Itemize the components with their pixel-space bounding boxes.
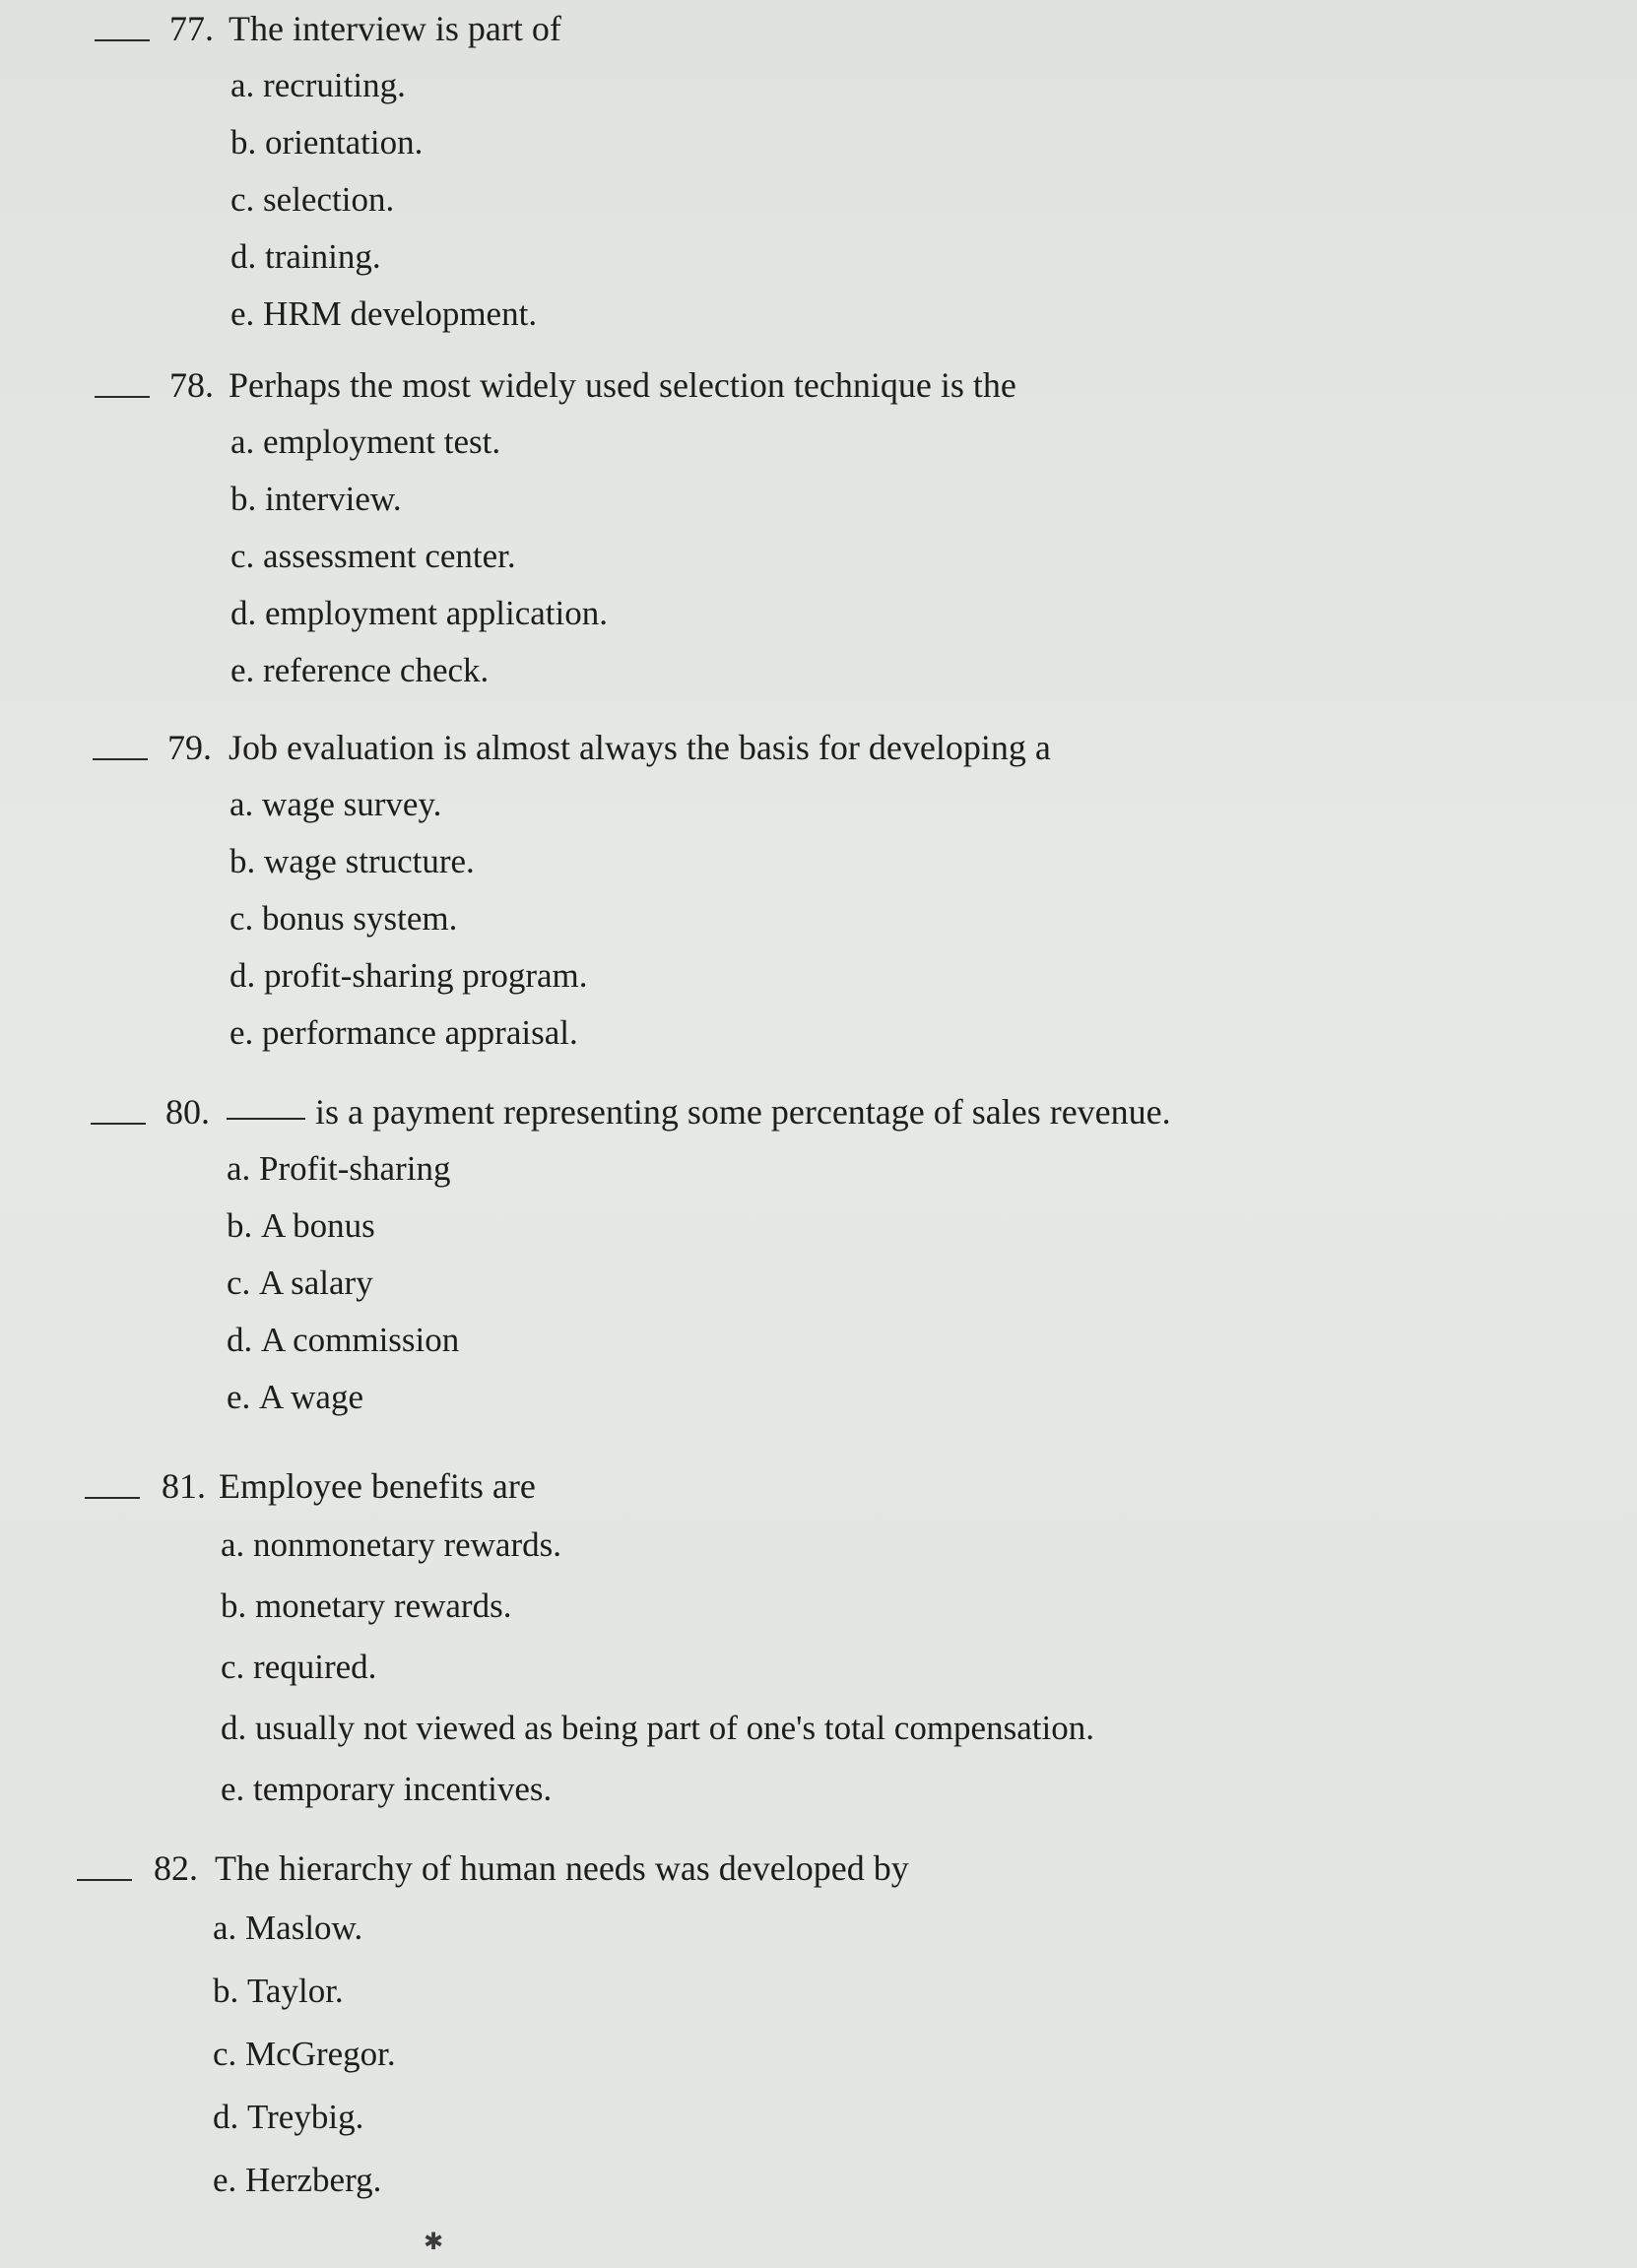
option-text: McGregor. xyxy=(245,2035,396,2073)
option-list xyxy=(213,1897,1477,2212)
question-number: 77. xyxy=(169,9,214,48)
option-e xyxy=(213,2149,1477,2212)
option-letter: e. xyxy=(230,294,255,333)
option-a xyxy=(221,1515,1477,1576)
option-text: recruiting. xyxy=(263,66,406,104)
option-text: employment application. xyxy=(265,594,608,632)
option-b xyxy=(230,114,1477,171)
option-d xyxy=(221,1698,1477,1759)
option-text: A commission xyxy=(261,1321,460,1359)
question-number: 82. xyxy=(154,1848,198,1888)
option-letter: b. xyxy=(213,1972,239,2010)
option-letter: a. xyxy=(230,66,255,104)
option-letter: c. xyxy=(213,2035,237,2073)
option-letter: d. xyxy=(230,594,257,632)
question-82 xyxy=(0,1840,1477,2212)
option-list xyxy=(221,1515,1477,1820)
question-number: 79. xyxy=(167,728,212,767)
question-77 xyxy=(0,0,1477,343)
option-text: Taylor. xyxy=(247,1972,344,2010)
option-text: usually not viewed as being part of one's total compensation. xyxy=(255,1709,1094,1747)
question-81 xyxy=(0,1458,1477,1820)
option-d xyxy=(229,947,1477,1004)
option-letter: a. xyxy=(221,1525,245,1564)
option-text: reference check. xyxy=(263,651,490,689)
paper-mark-icon: ✱ xyxy=(424,2228,444,2255)
option-letter: c. xyxy=(227,1264,251,1302)
option-letter: b. xyxy=(230,480,257,518)
option-letter: d. xyxy=(230,237,257,276)
option-letter: c. xyxy=(229,899,254,938)
option-e xyxy=(229,1004,1477,1062)
option-letter: c. xyxy=(230,180,255,219)
option-c xyxy=(229,890,1477,947)
option-text: selection. xyxy=(263,180,395,219)
option-d xyxy=(213,2086,1477,2149)
question-number: 80. xyxy=(165,1092,210,1132)
option-list xyxy=(229,776,1477,1062)
option-text: employment test. xyxy=(263,422,501,461)
question-stem: The hierarchy of human needs was developed by xyxy=(215,1848,909,1888)
option-letter: b. xyxy=(229,842,256,880)
answer-blank[interactable] xyxy=(77,1879,132,1881)
option-text: profit-sharing program. xyxy=(264,956,588,995)
option-text: required. xyxy=(253,1648,377,1686)
option-d xyxy=(230,585,1477,642)
option-letter: e. xyxy=(213,2161,237,2199)
option-list xyxy=(230,414,1477,699)
question-stem: Perhaps the most widely used selection technique is the xyxy=(229,365,1016,405)
question-stem-container xyxy=(223,1083,1171,1140)
option-letter: d. xyxy=(229,956,256,995)
option-a xyxy=(213,1897,1477,1960)
option-b xyxy=(221,1576,1477,1637)
answer-blank[interactable] xyxy=(91,1123,146,1125)
option-text: Treybig. xyxy=(247,2098,364,2136)
question-stem-line xyxy=(0,1083,1477,1140)
option-c xyxy=(230,171,1477,228)
option-text: assessment center. xyxy=(263,537,516,575)
question-78 xyxy=(0,356,1477,699)
option-text: interview. xyxy=(265,480,402,518)
option-text: Profit-sharing xyxy=(259,1149,451,1188)
option-text: Maslow. xyxy=(245,1909,363,1947)
question-number: 78. xyxy=(169,365,214,405)
option-list xyxy=(230,57,1477,343)
option-letter: e. xyxy=(229,1013,254,1052)
option-letter: b. xyxy=(221,1587,247,1625)
option-a xyxy=(230,57,1477,114)
option-letter: a. xyxy=(213,1909,237,1947)
option-text: orientation. xyxy=(265,123,424,162)
option-e xyxy=(227,1369,1477,1426)
stem-fill-blank[interactable] xyxy=(227,1118,305,1120)
option-b xyxy=(230,471,1477,528)
option-c xyxy=(213,2023,1477,2086)
option-text: nonmonetary rewards. xyxy=(253,1525,561,1564)
option-text: Herzberg. xyxy=(245,2161,382,2199)
question-stem: The interview is part of xyxy=(229,9,561,48)
option-e xyxy=(230,642,1477,699)
option-text: A salary xyxy=(259,1264,373,1302)
answer-blank[interactable] xyxy=(95,396,150,398)
option-letter: a. xyxy=(230,422,255,461)
option-text: bonus system. xyxy=(262,899,458,938)
question-stem-line xyxy=(0,719,1477,776)
question-stem-line xyxy=(0,356,1477,414)
option-text: A wage xyxy=(259,1378,363,1416)
option-text: wage structure. xyxy=(264,842,475,880)
option-b xyxy=(229,833,1477,890)
option-letter: b. xyxy=(227,1206,253,1245)
option-letter: d. xyxy=(227,1321,253,1359)
option-e xyxy=(221,1759,1477,1820)
option-text: training. xyxy=(265,237,381,276)
option-a xyxy=(230,414,1477,471)
option-letter: d. xyxy=(221,1709,247,1747)
option-text: HRM development. xyxy=(263,294,538,333)
option-letter: c. xyxy=(221,1648,245,1686)
answer-blank[interactable] xyxy=(95,39,150,41)
option-letter: b. xyxy=(230,123,257,162)
option-c xyxy=(221,1637,1477,1698)
option-text: temporary incentives. xyxy=(253,1770,553,1808)
question-stem: Job evaluation is almost always the basis for developing a xyxy=(229,728,1051,767)
answer-blank[interactable] xyxy=(93,758,148,760)
question-stem: is a payment representing some percentage of sales revenue. xyxy=(315,1092,1171,1132)
option-letter: e. xyxy=(230,651,255,689)
option-letter: e. xyxy=(221,1770,245,1808)
question-stem: Employee benefits are xyxy=(219,1466,536,1506)
option-letter: a. xyxy=(227,1149,251,1188)
option-text: performance appraisal. xyxy=(262,1013,578,1052)
option-c xyxy=(230,528,1477,585)
option-d xyxy=(227,1312,1477,1369)
question-number: 81. xyxy=(162,1466,206,1506)
option-a xyxy=(227,1140,1477,1198)
option-text: A bonus xyxy=(261,1206,375,1245)
option-text: monetary rewards. xyxy=(255,1587,512,1625)
question-stem-line xyxy=(0,1458,1477,1515)
option-list xyxy=(227,1140,1477,1426)
option-a xyxy=(229,776,1477,833)
option-letter: d. xyxy=(213,2098,239,2136)
option-e xyxy=(230,286,1477,343)
option-letter: a. xyxy=(229,785,254,823)
option-b xyxy=(227,1198,1477,1255)
option-letter: c. xyxy=(230,537,255,575)
question-stem-line xyxy=(0,0,1477,57)
option-letter: e. xyxy=(227,1378,251,1416)
question-79 xyxy=(0,719,1477,1062)
question-80 xyxy=(0,1083,1477,1426)
option-c xyxy=(227,1255,1477,1312)
answer-blank[interactable] xyxy=(85,1497,140,1499)
question-stem-line xyxy=(0,1840,1477,1897)
option-text: wage survey. xyxy=(262,785,442,823)
option-b xyxy=(213,1960,1477,2023)
option-d xyxy=(230,228,1477,286)
